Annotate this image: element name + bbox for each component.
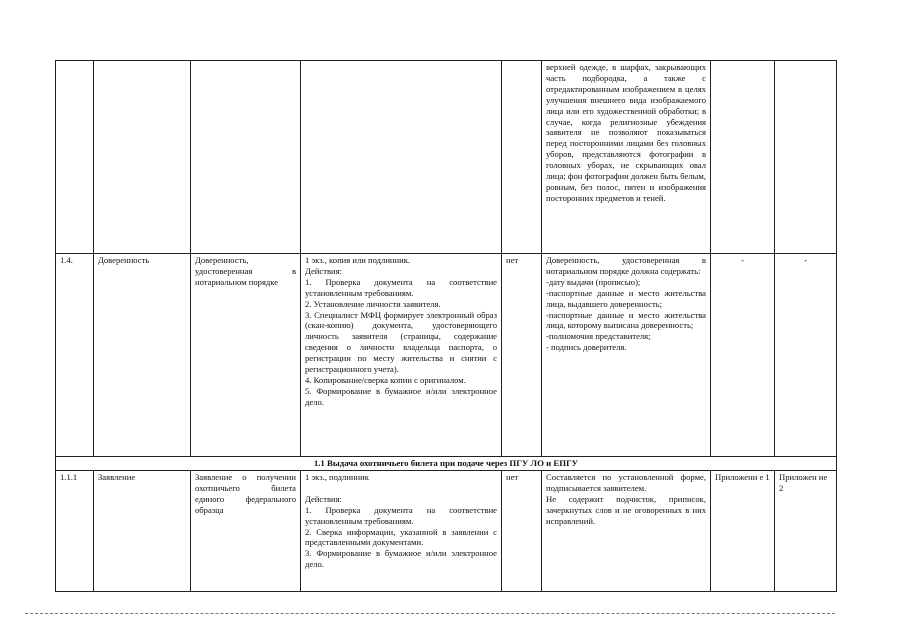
row-number: 1.1.1 xyxy=(56,471,94,592)
table-row xyxy=(56,254,837,457)
photo-requirements-text: верхней одежде, в шарфах, закрывающих часть подбородка, а также с отредактированным изображением в целях улучшения внешнего вида изображаемого лица или его художественной обработки; в случае, когда религиозные убеждения заявителя не позволяют показываться перед посторонними лицами без головных уборов, представляются фотографии в головных уборах, не скрывающих овал лица; фон фотографии должен быть белым, ровным, без полос, пятен и изображения посторонних предметов и теней. xyxy=(542,61,711,254)
document-category: Заявление xyxy=(94,471,191,592)
document-requirements: Доверенность, удостоверенная в нотариальном порядке должна содержать: -дату выдачи (прописью); -паспортные данные и место жительства лица, выдавшего доверенность; -паспортные данные и место жительства лица, которому выписана доверенность; -полномочия представителя; - подпись доверителя. xyxy=(542,254,711,457)
sample-cell: Приложен ие 2 xyxy=(775,471,837,592)
document-requirements: Составляется по установленной форме, подписывается заявителем. Не содержит подчисток, приписок, зачеркнутых слов и не оговоренных в них исправлений. xyxy=(542,471,711,592)
form-cell: - xyxy=(711,254,775,457)
document-actions: 1 экз., подлинник Действия: 1. Проверка документа на соответствие установленным требованиям. 2. Сверка информации, указанной в заявлении с представленными документами. 3. Формирование в бумажное и/или электронное дело. xyxy=(301,471,502,592)
section-row xyxy=(56,457,837,471)
scan-edge-line xyxy=(25,613,835,614)
section-heading: 1.1 Выдача охотничьего билета при подаче через ПГУ ЛО и ЕПГУ xyxy=(56,457,837,471)
table-cell xyxy=(711,61,775,254)
table-row xyxy=(56,471,837,592)
form-cell: Приложени е 1 xyxy=(711,471,775,592)
table-cell xyxy=(502,61,542,254)
table-row xyxy=(56,61,837,254)
condition-cell: нет xyxy=(502,471,542,592)
table-cell xyxy=(191,61,301,254)
table-cell xyxy=(56,61,94,254)
row-number: 1.4. xyxy=(56,254,94,457)
table-cell xyxy=(775,61,837,254)
table-cell xyxy=(301,61,502,254)
requirements-table xyxy=(55,60,837,592)
table-cell xyxy=(94,61,191,254)
document-name: Заявление о получении охотничьего билета единого федерального образца xyxy=(191,471,301,592)
condition-cell: нет xyxy=(502,254,542,457)
document-category: Доверенность xyxy=(94,254,191,457)
document-name: Доверенность, удостоверенная в нотариальном порядке xyxy=(191,254,301,457)
sample-cell: - xyxy=(775,254,837,457)
document-actions: 1 экз., копия или подлинник. Действия: 1. Проверка документа на соответствие установленным требованиям. 2. Установление личности заявителя. 3. Специалист МФЦ формирует электронный образ (скан-копию) документа, удостоверяющего личность заявителя (страницы, содержание сведения о личности владельца паспорта, о регистрации по месту жительства и снятии с регистрационного учета). 4. Копирование/сверка копии с оригиналом. 5. Формирование в бумажное и/или электронное дело. xyxy=(301,254,502,457)
